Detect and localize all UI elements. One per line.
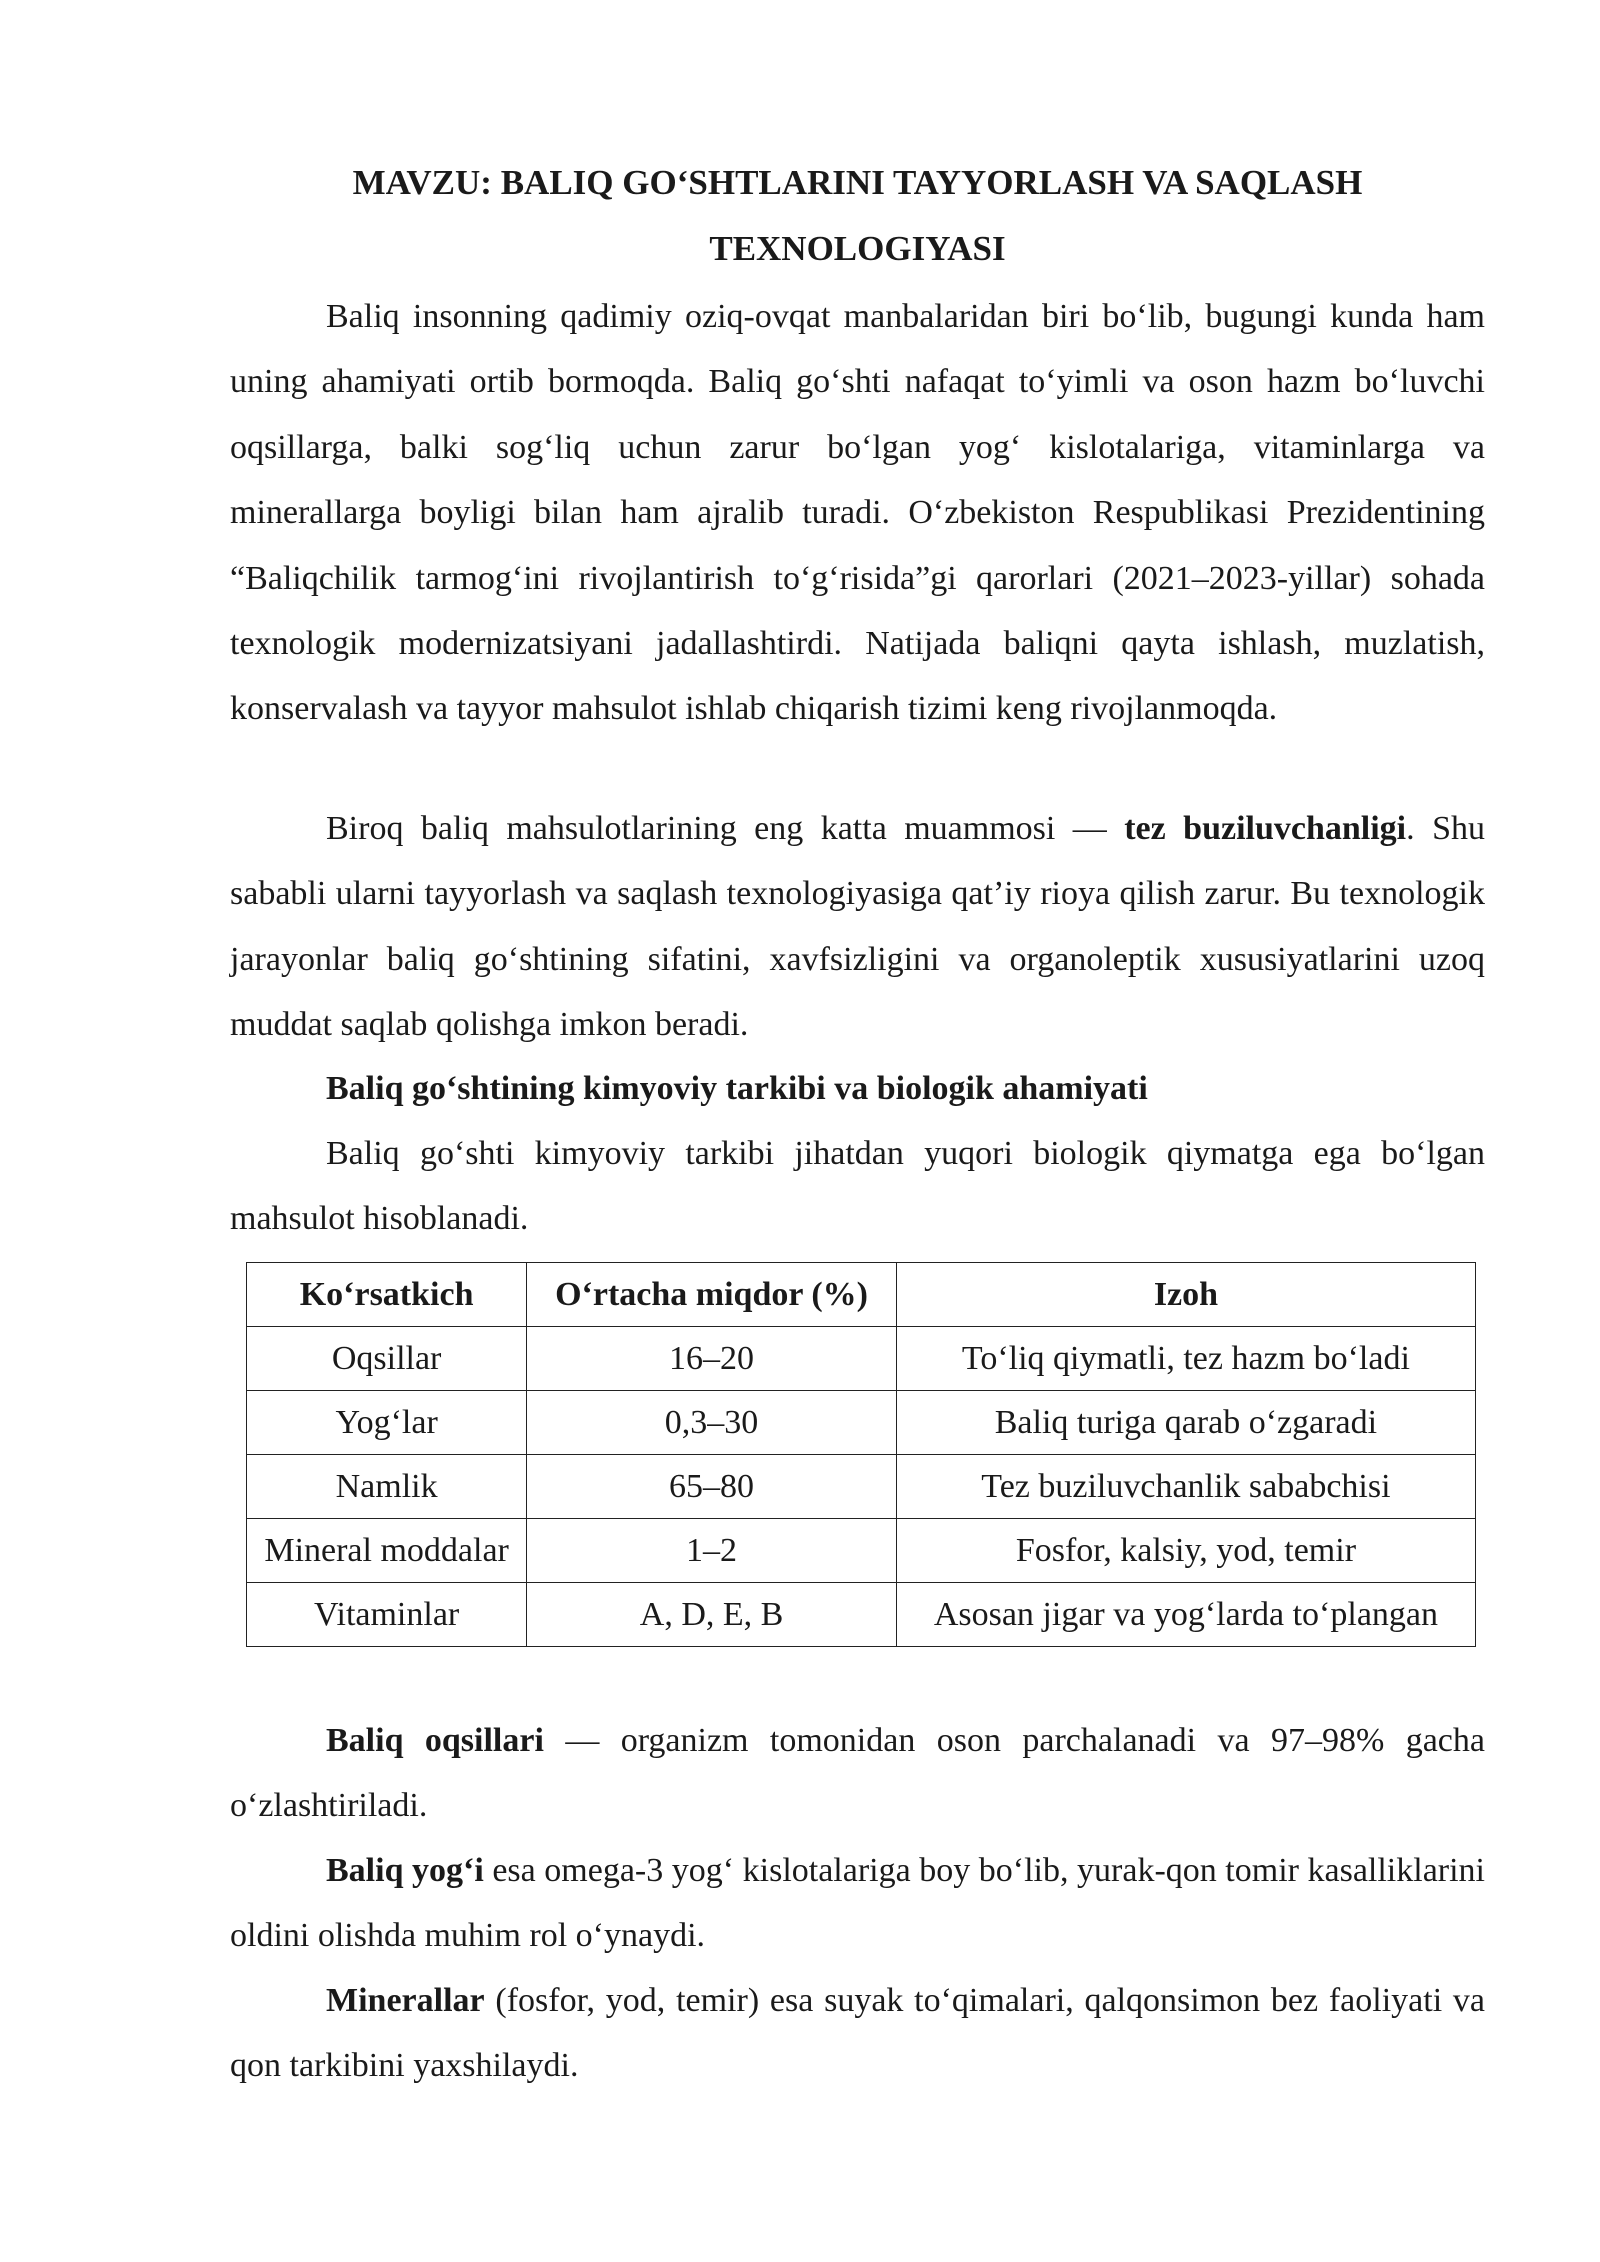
table-cell: 0,3–30 — [527, 1391, 897, 1455]
proteins-paragraph — [230, 1708, 1485, 1839]
problem-text-pre: Biroq baliq mahsulotlarining eng katta muammosi — — [326, 810, 1125, 847]
table-header-cell: Izoh — [896, 1263, 1475, 1327]
intro-paragraph: Baliq insonning qadimiy oziq-ovqat manbalaridan biri bo‘lib, bugungi kunda ham uning ahamiyati ortib bormoqda. Baliq go‘shti nafaqat to‘yimli va oson hazm bo‘luvchi oqsillarga, balki sog‘liq uchun zarur bo‘lgan yog‘ kislotalariga, vitaminlarga va minerallarga boyligi bilan ham ajralib turadi. O‘zbekiston Respublikasi Prezidentining “Baliqchilik tarmog‘ini rivojlantirish to‘g‘risida”gi qarorlari (2021–2023-yillar) sohada texnologik modernizatsiyani jadallashtirdi. Natijada baliqni qayta ishlash, muzlatish, konservalash va tayyor mahsulot ishlab chiqarish tizimi keng rivojlanmoqda. — [230, 298, 1485, 728]
composition-table — [246, 1262, 1476, 1647]
proteins-bold-term: Baliq oqsillari — [326, 1722, 544, 1759]
table-cell: A, D, E, B — [527, 1583, 897, 1647]
section-subheading: Baliq go‘shtining kimyoviy tarkibi va biologik ahamiyati — [326, 1070, 1148, 1107]
composition-paragraph: Baliq go‘shti kimyoviy tarkibi jihatdan yuqori biologik qiymatga ega bo‘lgan mahsulot hisoblanadi. — [230, 1135, 1485, 1238]
table-row — [247, 1327, 1476, 1391]
table-row — [247, 1391, 1476, 1455]
fat-text: esa omega-3 yog‘ kislotalariga boy bo‘lib, yurak-qon tomir kasalliklarini oldini olishda muhim rol o‘ynaydi. — [230, 1852, 1486, 1955]
table-cell: Yog‘lar — [247, 1391, 527, 1455]
minerals-text: (fosfor, yod, temir) esa suyak to‘qimalari, qalqonsimon bez faoliyati va qon tarkibini yaxshilaydi. — [230, 1982, 1485, 2085]
table-cell: Fosfor, kalsiy, yod, temir — [896, 1519, 1475, 1583]
table-cell: 1–2 — [527, 1519, 897, 1583]
table-cell: Oqsillar — [247, 1327, 527, 1391]
table-row — [247, 1583, 1476, 1647]
table-header-cell: Ko‘rsatkich — [247, 1263, 527, 1327]
table-header-row — [247, 1263, 1476, 1327]
table-cell: Baliq turiga qarab o‘zgaradi — [896, 1391, 1475, 1455]
table-header-cell: O‘rtacha miqdor (%) — [527, 1263, 897, 1327]
minerals-bold-term: Minerallar — [326, 1982, 485, 2019]
problem-bold-term: tez buziluvchanligi — [1124, 810, 1407, 847]
fat-paragraph — [230, 1838, 1485, 1969]
table-cell: Namlik — [247, 1455, 527, 1519]
table-cell: To‘liq qiymatli, tez hazm bo‘ladi — [896, 1327, 1475, 1391]
proteins-text: — organizm tomonidan oson parchalanadi va 97–98% gacha o‘zlashtiriladi. — [230, 1722, 1485, 1825]
table-cell: Asosan jigar va yog‘larda to‘plangan — [896, 1583, 1475, 1647]
title-line-2: TEXNOLOGIYASI — [709, 229, 1006, 268]
problem-paragraph — [230, 796, 1485, 1058]
table-row — [247, 1519, 1476, 1583]
page-title — [230, 150, 1485, 282]
problem-text-post: . Shu sababli ularni tayyorlash va saqlash texnologiyasiga qat’iy rioya qilish zarur. Bu texnologik jarayonlar baliq go‘shtining sifatini, xavfsizligini va organoleptik xususiyatlarini uzoq muddat saqlab qolishga imkon beradi. — [230, 810, 1485, 1044]
title-line-1: MAVZU: BALIQ GO‘SHTLARINI TAYYORLASH VA SAQLASH — [352, 163, 1363, 202]
table-cell: Tez buziluvchanlik sababchisi — [896, 1455, 1475, 1519]
table-cell: 16–20 — [527, 1327, 897, 1391]
table-cell: Mineral moddalar — [247, 1519, 527, 1583]
table-cell: Vitaminlar — [247, 1583, 527, 1647]
fat-bold-term: Baliq yog‘i — [326, 1852, 484, 1889]
table-row — [247, 1455, 1476, 1519]
minerals-paragraph — [230, 1968, 1485, 2099]
table-cell: 65–80 — [527, 1455, 897, 1519]
